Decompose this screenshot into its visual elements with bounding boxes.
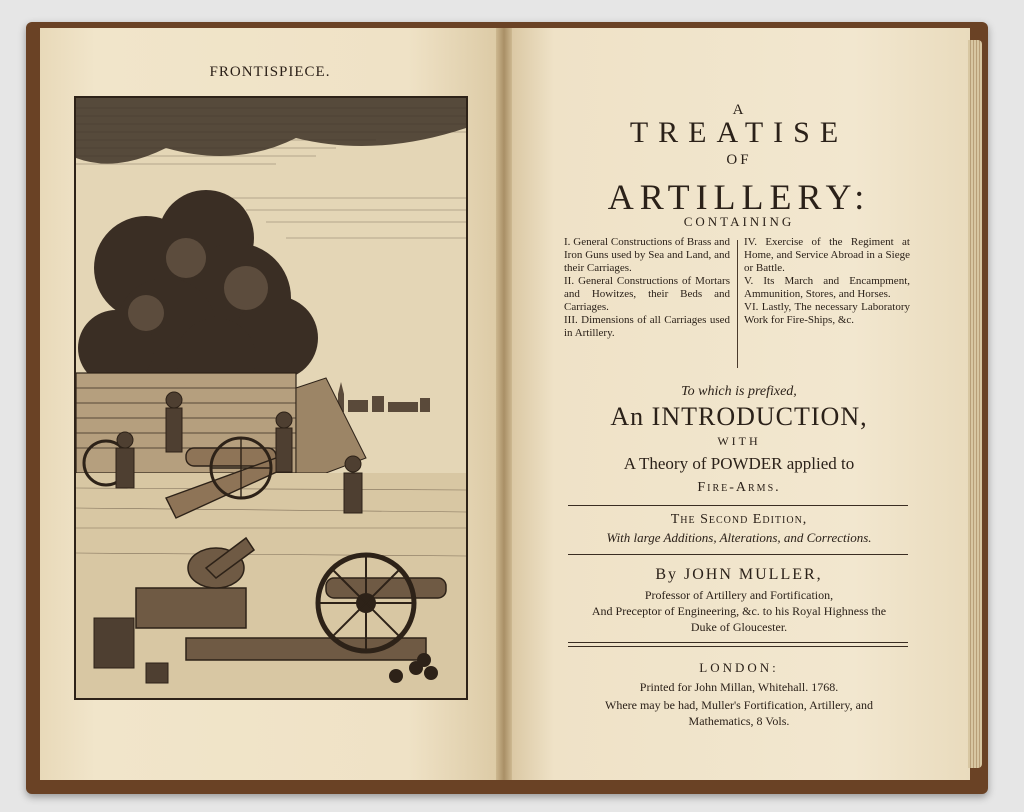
contents-right-column [744,236,910,327]
imprint-where: Where may be had, Muller's Fortification, Artillery, and [605,698,873,712]
professor-line: Professor of Artillery and Fortification, [644,588,834,602]
imprint-math: Mathematics, 8 Vols. [688,714,790,728]
title-treatise: TREATISE [629,116,849,149]
page-edges [968,40,982,768]
introduction-heading: An INTRODUCTION, [610,402,868,431]
engraving-artwork [76,98,466,698]
contents-columns [564,236,912,372]
contents-item: I. General Constructions of Brass and Iron Guns used by Sea and Land, and their Carriages. [564,236,730,274]
edition-line: The Second Edition, [670,512,808,527]
column-divider [737,240,738,368]
contents-item: III. Dimensions of all Carriages used in Artillery. [564,314,730,339]
contents-item: IV. Exercise of the Regiment at Home, and Service Abroad in a Siege or Battle. [744,236,910,274]
contents-item: VI. Lastly, The necessary Laboratory Work for Fire-Ships, &c. [744,301,910,326]
contents-item: V. Its March and Encampment, Ammunition, Stores, and Horses. [744,275,910,300]
frontispiece-heading: FRONTISPIECE. [209,64,331,80]
divider-rule [568,646,908,647]
with-line: WITH [717,434,761,448]
firearms-line: Fire-Arms. [697,480,781,495]
author-line: By JOHN MULLER, [655,566,823,583]
contents-item: II. General Constructions of Mortars and Howitzes, their Beds and Carriages. [564,275,730,313]
title-of: OF [726,152,752,168]
additions-line: With large Additions, Alterations, and Corrections. [606,530,872,545]
divider-rule [568,554,908,555]
divider-rule [568,505,908,506]
duke-line: Duke of Gloucester. [690,620,788,634]
theory-line: A Theory of POWDER applied to [623,454,855,473]
contents-left-column [564,236,730,340]
containing-label: CONTAINING [683,214,795,229]
imprint-city: LONDON: [699,660,779,675]
preceptor-line: And Preceptor of Engineering, &c. to his Royal Highness the [591,604,887,618]
divider-rule [568,642,908,643]
title-artillery: ARTILLERY: [607,177,871,217]
prefixed-line: To which is prefixed, [681,384,797,399]
frontispiece-engraving [74,96,468,700]
imprint-printer: Printed for John Millan, Whitehall. 1768. [639,680,839,694]
title-article: A [732,102,746,118]
